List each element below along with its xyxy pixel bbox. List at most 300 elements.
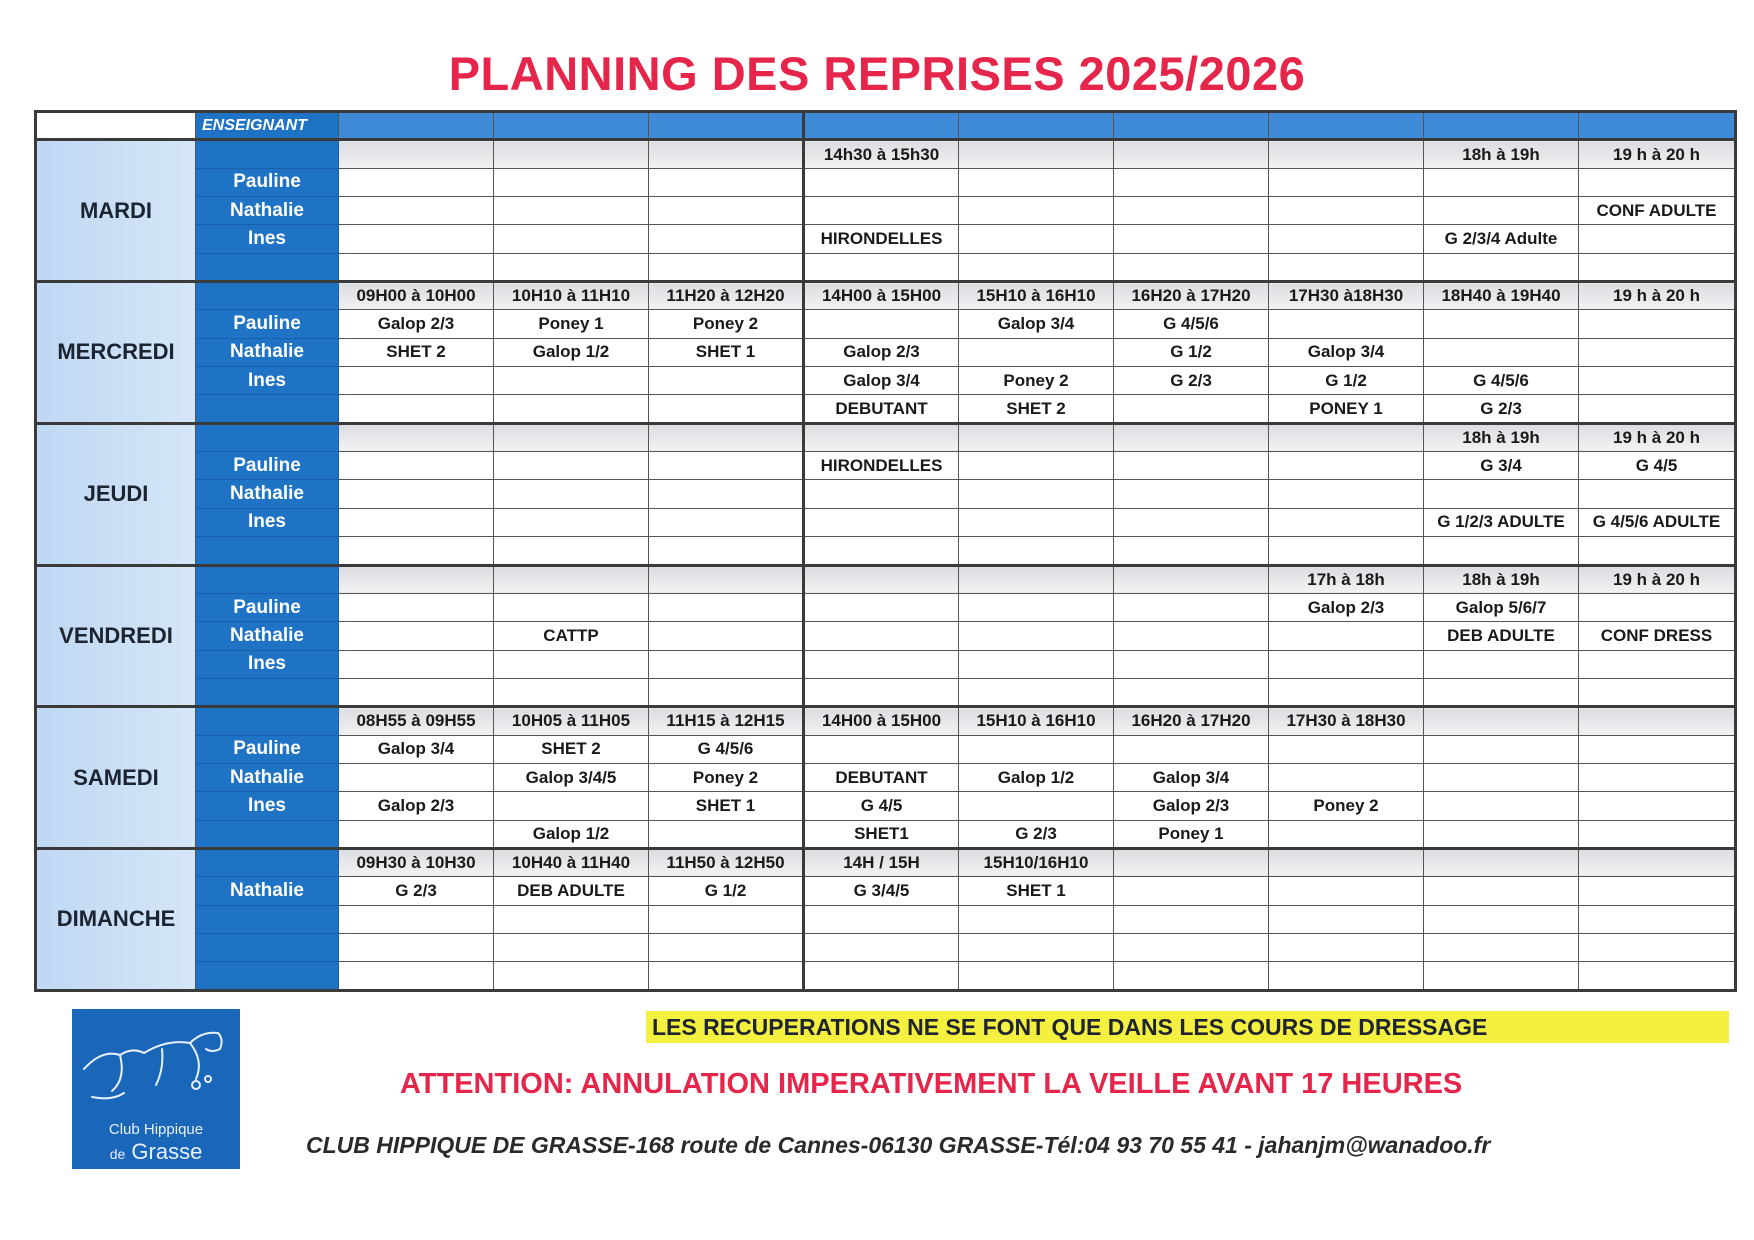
lesson-cell: Galop 3/4 [959, 310, 1114, 338]
lesson-cell [494, 537, 649, 565]
lesson-cell [494, 933, 649, 961]
lesson-cell [339, 537, 494, 565]
lesson-cell [339, 168, 494, 196]
lesson-cell: G 1/2 [1114, 338, 1269, 366]
lesson-cell [1114, 395, 1269, 423]
lesson-cell [339, 452, 494, 480]
teacher-cell [196, 848, 339, 876]
lesson-cell [1114, 480, 1269, 508]
lesson-cell [339, 905, 494, 933]
lesson-cell [1269, 508, 1424, 536]
time-slot-cell [494, 140, 649, 168]
teacher-cell: Pauline [196, 310, 339, 338]
lesson-cell [649, 537, 804, 565]
lesson-cell: Galop 3/4 [1114, 763, 1269, 791]
lesson-cell [649, 452, 804, 480]
lesson-cell [649, 593, 804, 621]
lesson-cell [959, 253, 1114, 281]
lesson-cell [494, 197, 649, 225]
lesson-cell [1579, 395, 1736, 423]
header-slot [649, 112, 804, 140]
time-slot-cell: 19 h à 20 h [1579, 282, 1736, 310]
lesson-cell: G 2/3/4 Adulte [1424, 225, 1579, 253]
teacher-cell: Ines [196, 508, 339, 536]
lesson-cell: Poney 2 [959, 367, 1114, 395]
lesson-cell [1114, 962, 1269, 991]
lesson-cell: G 4/5/6 [649, 735, 804, 763]
lesson-cell [649, 480, 804, 508]
time-slot-cell [1114, 140, 1269, 168]
lesson-cell [494, 792, 649, 820]
teacher-cell: Pauline [196, 168, 339, 196]
lesson-cell [1269, 480, 1424, 508]
lesson-cell [1579, 820, 1736, 848]
club-address: CLUB HIPPIQUE DE GRASSE-168 route de Cannes-06130 GRASSE-Tél:04 93 70 55 41 - jahanjm@wanadoo.fr [306, 1132, 1491, 1158]
time-slot-cell [1269, 140, 1424, 168]
lesson-cell [959, 508, 1114, 536]
lesson-cell [959, 197, 1114, 225]
teacher-cell [196, 253, 339, 281]
header-slot [959, 112, 1114, 140]
lesson-cell [649, 395, 804, 423]
lesson-cell [1424, 338, 1579, 366]
lesson-cell: Poney 1 [494, 310, 649, 338]
lesson-cell: G 4/5 [804, 792, 959, 820]
teacher-cell [196, 395, 339, 423]
time-slot-cell [494, 565, 649, 593]
lesson-cell [1114, 678, 1269, 706]
lesson-cell [649, 197, 804, 225]
lesson-cell: G 4/5/6 [1424, 367, 1579, 395]
lesson-cell: Galop 5/6/7 [1424, 593, 1579, 621]
lesson-cell [494, 253, 649, 281]
lesson-cell [1579, 338, 1736, 366]
time-slot-cell [959, 423, 1114, 451]
lesson-cell [339, 367, 494, 395]
teacher-cell [196, 678, 339, 706]
lesson-cell [1269, 650, 1424, 678]
time-slot-cell: 09H30 à 10H30 [339, 848, 494, 876]
lesson-cell [494, 168, 649, 196]
lesson-cell [959, 225, 1114, 253]
lesson-cell [1424, 537, 1579, 565]
teacher-cell [196, 820, 339, 848]
lesson-cell [339, 480, 494, 508]
lesson-cell [959, 650, 1114, 678]
time-slot-cell [804, 423, 959, 451]
lesson-cell [804, 678, 959, 706]
lesson-cell: G 4/5/6 [1114, 310, 1269, 338]
lesson-cell: SHET1 [804, 820, 959, 848]
teacher-cell: Ines [196, 650, 339, 678]
lesson-cell: Galop 3/4 [1269, 338, 1424, 366]
lesson-cell [1424, 735, 1579, 763]
lesson-cell: CATTP [494, 622, 649, 650]
time-slot-cell [1269, 848, 1424, 876]
lesson-cell [1424, 962, 1579, 991]
lesson-cell: CONF DRESS [1579, 622, 1736, 650]
lesson-cell [804, 905, 959, 933]
lesson-cell: G 3/4 [1424, 452, 1579, 480]
teacher-cell [196, 962, 339, 991]
lesson-cell: G 2/3 [959, 820, 1114, 848]
teacher-cell [196, 282, 339, 310]
lesson-cell [959, 338, 1114, 366]
time-slot-cell [1114, 565, 1269, 593]
lesson-cell [339, 593, 494, 621]
lesson-cell: Galop 1/2 [959, 763, 1114, 791]
header-slot [1579, 112, 1736, 140]
lesson-cell [649, 225, 804, 253]
teacher-cell: Ines [196, 367, 339, 395]
lesson-cell [1579, 678, 1736, 706]
lesson-cell [1424, 792, 1579, 820]
lesson-cell [1424, 678, 1579, 706]
lesson-cell: PONEY 1 [1269, 395, 1424, 423]
teacher-cell [196, 707, 339, 735]
time-slot-cell: 14H / 15H [804, 848, 959, 876]
time-slot-cell [1424, 848, 1579, 876]
lesson-cell: Poney 2 [649, 310, 804, 338]
lesson-cell [1269, 622, 1424, 650]
lesson-cell [494, 678, 649, 706]
lesson-cell [339, 622, 494, 650]
logo-line-2-main: Grasse [131, 1139, 203, 1164]
lesson-cell [804, 650, 959, 678]
lesson-cell: SHET 1 [649, 338, 804, 366]
lesson-cell: HIRONDELLES [804, 225, 959, 253]
time-slot-cell [649, 140, 804, 168]
lesson-cell [339, 197, 494, 225]
lesson-cell: Galop 1/2 [494, 820, 649, 848]
lesson-cell [1114, 253, 1269, 281]
lesson-cell: G 3/4/5 [804, 877, 959, 905]
lesson-cell [804, 933, 959, 961]
lesson-cell [1114, 622, 1269, 650]
lesson-cell: DEB ADULTE [1424, 622, 1579, 650]
time-slot-cell: 19 h à 20 h [1579, 565, 1736, 593]
lesson-cell [959, 622, 1114, 650]
lesson-cell [1269, 905, 1424, 933]
lesson-cell [649, 905, 804, 933]
lesson-cell: Poney 2 [1269, 792, 1424, 820]
lesson-cell [494, 650, 649, 678]
lesson-cell [339, 820, 494, 848]
day-label: DIMANCHE [36, 848, 196, 990]
time-slot-cell [1114, 848, 1269, 876]
lesson-cell [1269, 962, 1424, 991]
lesson-cell [1424, 253, 1579, 281]
time-slot-cell: 10H10 à 11H10 [494, 282, 649, 310]
logo-line-2 [72, 1139, 240, 1165]
lesson-cell [1579, 480, 1736, 508]
time-slot-cell [959, 565, 1114, 593]
logo-line-2-small: de [109, 1146, 126, 1162]
lesson-cell [649, 367, 804, 395]
lesson-cell [649, 678, 804, 706]
lesson-cell [804, 197, 959, 225]
lesson-cell [1424, 820, 1579, 848]
lesson-cell [1269, 168, 1424, 196]
lesson-cell [1579, 253, 1736, 281]
lesson-cell: DEBUTANT [804, 395, 959, 423]
lesson-cell [1114, 650, 1269, 678]
lesson-cell [1114, 508, 1269, 536]
lesson-cell [959, 678, 1114, 706]
lesson-cell: G 1/2/3 ADULTE [1424, 508, 1579, 536]
lesson-cell: Poney 2 [649, 763, 804, 791]
day-label: MARDI [36, 140, 196, 282]
lesson-cell [1269, 197, 1424, 225]
lesson-cell [959, 962, 1114, 991]
lesson-cell [1579, 593, 1736, 621]
lesson-cell [1579, 225, 1736, 253]
lesson-cell [1424, 197, 1579, 225]
lesson-cell: Galop 2/3 [339, 310, 494, 338]
lesson-cell: G 2/3 [1424, 395, 1579, 423]
teacher-cell [196, 933, 339, 961]
lesson-cell [1269, 452, 1424, 480]
time-slot-cell [339, 423, 494, 451]
lesson-cell [1114, 452, 1269, 480]
day-label: VENDREDI [36, 565, 196, 707]
time-slot-cell: 10H05 à 11H05 [494, 707, 649, 735]
time-slot-cell: 09H00 à 10H00 [339, 282, 494, 310]
time-slot-cell [494, 423, 649, 451]
lesson-cell [339, 225, 494, 253]
lesson-cell [1579, 168, 1736, 196]
lesson-cell [649, 253, 804, 281]
day-label: MERCREDI [36, 282, 196, 424]
lesson-cell: G 2/3 [339, 877, 494, 905]
teacher-cell: Nathalie [196, 197, 339, 225]
teacher-cell: Nathalie [196, 763, 339, 791]
lesson-cell [494, 593, 649, 621]
header-enseignant: ENSEIGNANT [196, 112, 339, 140]
lesson-cell [1579, 735, 1736, 763]
lesson-cell [494, 962, 649, 991]
lesson-cell [959, 792, 1114, 820]
lesson-cell [1579, 933, 1736, 961]
header-slot [1424, 112, 1579, 140]
lesson-cell [649, 168, 804, 196]
lesson-cell [1269, 253, 1424, 281]
lesson-cell [1114, 877, 1269, 905]
lesson-cell [959, 735, 1114, 763]
lesson-cell [1114, 933, 1269, 961]
lesson-cell [649, 962, 804, 991]
lesson-cell [339, 678, 494, 706]
day-label: SAMEDI [36, 707, 196, 849]
time-slot-cell [959, 140, 1114, 168]
lesson-cell [804, 735, 959, 763]
lesson-cell: Galop 2/3 [1269, 593, 1424, 621]
lesson-cell [1424, 310, 1579, 338]
time-slot-cell: 18h à 19h [1424, 565, 1579, 593]
time-slot-cell: 11H15 à 12H15 [649, 707, 804, 735]
teacher-cell: Nathalie [196, 338, 339, 366]
teacher-cell: Nathalie [196, 877, 339, 905]
lesson-cell [649, 508, 804, 536]
lesson-cell [804, 508, 959, 536]
time-slot-cell: 18h à 19h [1424, 140, 1579, 168]
time-slot-cell [339, 565, 494, 593]
lesson-cell [804, 480, 959, 508]
lesson-cell [804, 168, 959, 196]
lesson-cell [494, 225, 649, 253]
time-slot-cell: 17h à 18h [1269, 565, 1424, 593]
teacher-cell [196, 905, 339, 933]
lesson-cell [339, 962, 494, 991]
lesson-cell: Galop 2/3 [1114, 792, 1269, 820]
lesson-cell [649, 933, 804, 961]
time-slot-cell: 15H10 à 16H10 [959, 282, 1114, 310]
lesson-cell [339, 763, 494, 791]
lesson-cell [339, 508, 494, 536]
time-slot-cell: 19 h à 20 h [1579, 423, 1736, 451]
time-slot-cell [1424, 707, 1579, 735]
time-slot-cell: 17H30 à 18H30 [1269, 707, 1424, 735]
lesson-cell [1269, 225, 1424, 253]
lesson-cell [804, 310, 959, 338]
teacher-cell [196, 537, 339, 565]
lesson-cell [1579, 905, 1736, 933]
time-slot-cell: 18H40 à 19H40 [1424, 282, 1579, 310]
lesson-cell [1114, 735, 1269, 763]
lesson-cell: G 1/2 [649, 877, 804, 905]
lesson-cell [494, 905, 649, 933]
lesson-cell [1424, 933, 1579, 961]
lesson-cell: G 4/5 [1579, 452, 1736, 480]
lesson-cell: Galop 1/2 [494, 338, 649, 366]
lesson-cell [1424, 480, 1579, 508]
teacher-cell: Nathalie [196, 622, 339, 650]
header-slot [494, 112, 649, 140]
time-slot-cell: 19 h à 20 h [1579, 140, 1736, 168]
time-slot-cell: 15H10/16H10 [959, 848, 1114, 876]
schedule-table [34, 110, 1737, 992]
lesson-cell [1424, 650, 1579, 678]
lesson-cell [1269, 877, 1424, 905]
lesson-cell [494, 508, 649, 536]
lesson-cell: G 2/3 [1114, 367, 1269, 395]
day-label: JEUDI [36, 423, 196, 565]
lesson-cell: Galop 2/3 [339, 792, 494, 820]
lesson-cell [339, 933, 494, 961]
lesson-cell [649, 650, 804, 678]
lesson-cell [1579, 962, 1736, 991]
lesson-cell [1114, 225, 1269, 253]
time-slot-cell: 11H20 à 12H20 [649, 282, 804, 310]
lesson-cell [1579, 792, 1736, 820]
club-logo [72, 1009, 240, 1169]
lesson-cell [1269, 310, 1424, 338]
lesson-cell [1579, 537, 1736, 565]
time-slot-cell [339, 140, 494, 168]
lesson-cell: Galop 3/4 [339, 735, 494, 763]
lesson-cell [339, 395, 494, 423]
lesson-cell: Poney 1 [1114, 820, 1269, 848]
lesson-cell [649, 622, 804, 650]
time-slot-cell [804, 565, 959, 593]
teacher-cell: Ines [196, 792, 339, 820]
lesson-cell [339, 253, 494, 281]
lesson-cell [959, 452, 1114, 480]
time-slot-cell: 14H00 à 15H00 [804, 707, 959, 735]
time-slot-cell: 08H55 à 09H55 [339, 707, 494, 735]
lesson-cell [959, 537, 1114, 565]
lesson-cell [1424, 877, 1579, 905]
logo-line-1: Club Hippique [108, 1121, 204, 1138]
time-slot-cell: 14h30 à 15h30 [804, 140, 959, 168]
teacher-cell [196, 565, 339, 593]
lesson-cell [959, 480, 1114, 508]
lesson-cell: HIRONDELLES [804, 452, 959, 480]
recuperation-notice: LES RECUPERATIONS NE SE FONT QUE DANS LES COURS DE DRESSAGE [646, 1011, 1729, 1043]
lesson-cell: Galop 3/4 [804, 367, 959, 395]
lesson-cell: SHET 1 [959, 877, 1114, 905]
lesson-cell [339, 650, 494, 678]
header-slot [1114, 112, 1269, 140]
time-slot-cell: 15H10 à 16H10 [959, 707, 1114, 735]
teacher-cell: Pauline [196, 735, 339, 763]
teacher-cell: Pauline [196, 593, 339, 621]
teacher-cell: Nathalie [196, 480, 339, 508]
header-slot [1269, 112, 1424, 140]
time-slot-cell: 11H50 à 12H50 [649, 848, 804, 876]
lesson-cell: SHET 1 [649, 792, 804, 820]
header-corner [36, 112, 196, 140]
lesson-cell [1579, 763, 1736, 791]
time-slot-cell [1269, 423, 1424, 451]
time-slot-cell [1114, 423, 1269, 451]
lesson-cell [959, 593, 1114, 621]
lesson-cell [1579, 310, 1736, 338]
lesson-cell [1579, 877, 1736, 905]
lesson-cell [959, 168, 1114, 196]
lesson-cell: CONF ADULTE [1579, 197, 1736, 225]
lesson-cell [1579, 650, 1736, 678]
header-slot [804, 112, 959, 140]
header-slot [339, 112, 494, 140]
lesson-cell [1114, 537, 1269, 565]
cancellation-warning: ATTENTION: ANNULATION IMPERATIVEMENT LA VEILLE AVANT 17 HEURES [400, 1068, 1463, 1100]
lesson-cell [1269, 820, 1424, 848]
lesson-cell [1269, 933, 1424, 961]
lesson-cell [1269, 537, 1424, 565]
lesson-cell [1114, 197, 1269, 225]
time-slot-cell: 18h à 19h [1424, 423, 1579, 451]
page-title: PLANNING DES REPRISES 2025/2026 [448, 47, 1306, 100]
time-slot-cell: 10H40 à 11H40 [494, 848, 649, 876]
lesson-cell [1269, 735, 1424, 763]
time-slot-cell: 16H20 à 17H20 [1114, 707, 1269, 735]
time-slot-cell [1579, 707, 1736, 735]
lesson-cell [804, 962, 959, 991]
lesson-cell [1269, 678, 1424, 706]
teacher-cell: Ines [196, 225, 339, 253]
time-slot-cell: 14H00 à 15H00 [804, 282, 959, 310]
lesson-cell [494, 395, 649, 423]
lesson-cell [959, 905, 1114, 933]
teacher-cell [196, 140, 339, 168]
lesson-cell: SHET 2 [339, 338, 494, 366]
lesson-cell: G 1/2 [1269, 367, 1424, 395]
lesson-cell: Galop 2/3 [804, 338, 959, 366]
lesson-cell [1114, 593, 1269, 621]
lesson-cell [494, 452, 649, 480]
lesson-cell [649, 820, 804, 848]
